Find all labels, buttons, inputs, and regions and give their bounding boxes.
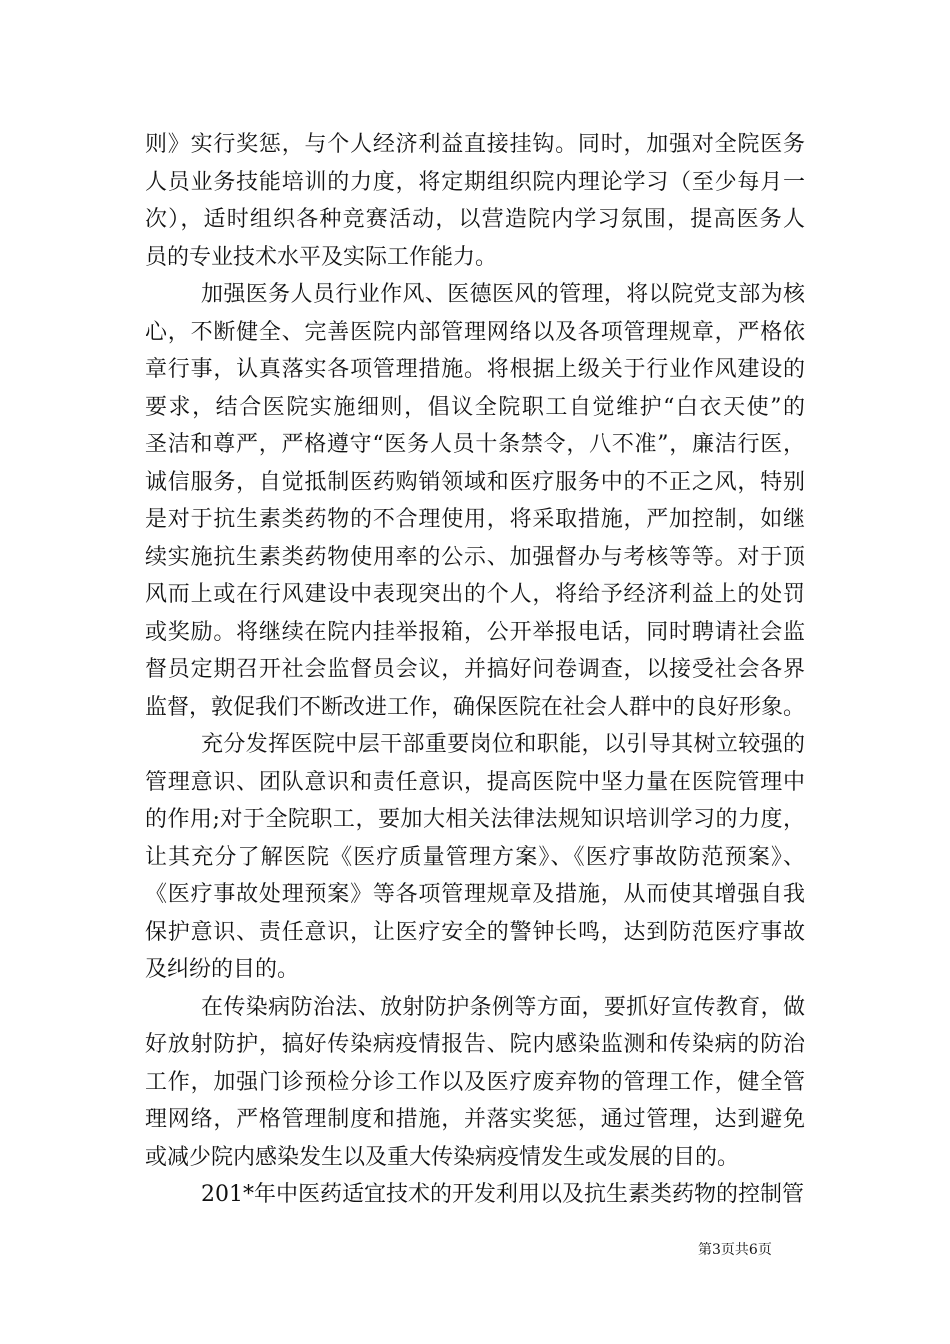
text-line: 或减少院内感染发生以及重大传染病疫情发生或发展的目的。 [145, 1144, 740, 1170]
text-line: 心，不断健全、完善医院内部管理网络以及各项管理规章，严格依 [145, 319, 806, 345]
text-line: 的作用;对于全院职工，要加大相关法律法规知识培训学习的力度， [145, 807, 806, 832]
text-line: 好放射防护，搞好传染病疫情报告、院内感染监测和传染病的防治 [145, 1032, 806, 1057]
text-line: 在传染病防治法、放射防护条例等方面，要抓好宣传教育，做 [201, 994, 806, 1020]
text-line: 加强医务人员行业作风、医德医风的管理，将以院党支部为核 [201, 282, 806, 307]
text-line: 监督，敦促我们不断改进工作，确保医院在社会人群中的良好形象。 [145, 694, 805, 720]
text-line: 及纠纷的目的。 [145, 957, 300, 982]
page-number-footer: 第3页共6页 [698, 1242, 772, 1258]
text-line: 是对于抗生素类药物的不合理使用，将采取措施，严加控制，如继 [145, 507, 806, 532]
text-line: 或奖励。将继续在院内挂举报箱，公开举报电话，同时聘请社会监 [145, 619, 806, 645]
text-line: 理网络，严格管理制度和措施，并落实奖惩，通过管理，达到避免 [145, 1107, 806, 1132]
text-line: 《医疗事故处理预案》等各项管理规章及措施，从而使其增强自我 [145, 882, 806, 907]
text-line: 管理意识、团队意识和责任意识，提高医院中坚力量在医院管理中 [145, 769, 806, 795]
text-line: 风而上或在行风建设中表现突出的个人，将给予经济利益上的处罚 [145, 582, 806, 607]
text-line: 让其充分了解医院《医疗质量管理方案》、《医疗事故防范预案》、 [145, 844, 807, 870]
text-line: 要求，结合医院实施细则，倡议全院职工自觉维护“白衣天使”的 [145, 394, 807, 420]
text-line: 充分发挥医院中层干部重要岗位和职能，以引导其树立较强的 [201, 732, 806, 757]
text-line: 督员定期召开社会监督员会议，并搞好问卷调查，以接受社会各界 [145, 657, 806, 682]
text-line: 人员业务技能培训的力度，将定期组织院内理论学习（至少每月一 [145, 169, 806, 195]
text-line: 工作，加强门诊预检分诊工作以及医疗废弃物的管理工作，健全管 [145, 1069, 806, 1095]
text-line: 次），适时组织各种竞赛活动，以营造院内学习氛围，提高医务人 [145, 207, 807, 232]
text-line: 续实施抗生素类药物使用率的公示、加强督办与考核等等。对于顶 [145, 544, 806, 570]
text-line: 保护意识、责任意识，让医疗安全的警钟长鸣，达到防范医疗事故 [145, 919, 806, 945]
text-line: 章行事，认真落实各项管理措施。将根据上级关于行业作风建设的 [145, 357, 806, 382]
text-line: 则》实行奖惩，与个人经济利益直接挂钩。同时，加强对全院医务 [145, 132, 806, 157]
text-line: 201*年中医药适宜技术的开发利用以及抗生素类药物的控制管 [201, 1182, 804, 1207]
text-line: 诚信服务，自觉抵制医药购销领域和医疗服务中的不正之风，特别 [145, 469, 806, 495]
text-line: 圣洁和尊严，严格遵守“医务人员十条禁令，八不准”，廉洁行医， [145, 432, 806, 457]
text-line: 员的专业技术水平及实际工作能力。 [145, 244, 498, 270]
